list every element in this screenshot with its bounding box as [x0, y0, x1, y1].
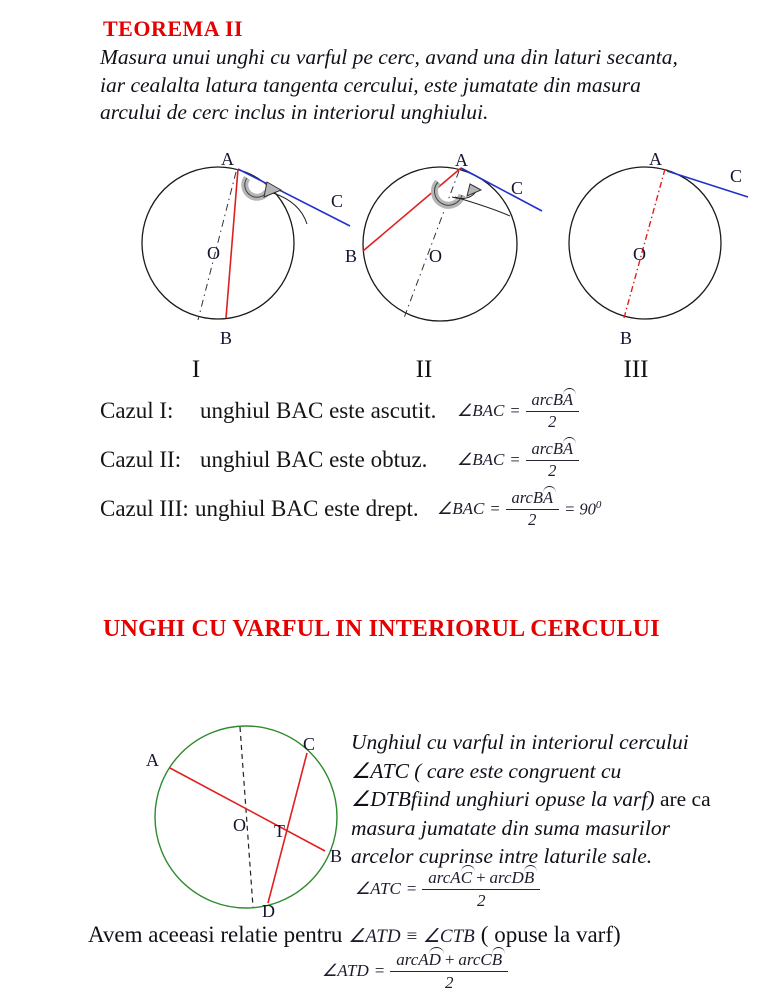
figure-numeral: III [623, 356, 649, 383]
figures-row [0, 0, 771, 385]
fraction [526, 391, 580, 431]
vertex-label-c: C [511, 178, 524, 198]
secant-ab [226, 169, 238, 318]
vertex-label-c: C [331, 191, 344, 211]
interior-angle-paragraph [351, 728, 771, 871]
formula-lhs: ∠BAC [457, 401, 505, 420]
formula-atd [322, 948, 508, 994]
equals-sign: = [489, 499, 501, 518]
vertex-label-b: B [345, 246, 358, 266]
arc-hat-letter: A [562, 390, 574, 410]
vertex-label-a: A [221, 149, 234, 169]
vertex-label-b: B [220, 328, 233, 348]
vertex-label-a: A [649, 149, 662, 169]
center-label-o: O [429, 246, 442, 266]
figure-1 [142, 149, 350, 383]
numerator: arcBA [506, 489, 560, 509]
equals-sign: = [509, 401, 521, 420]
case-formula [457, 437, 579, 483]
equals-sign: = [405, 879, 418, 898]
theorem-statement-line: arcului de cerc inclus in interiorul unghiului. [100, 100, 489, 124]
page-title: TEOREMA II [103, 16, 244, 41]
paragraph-line: ∠ATC ( care este congruent cu [351, 758, 622, 783]
figure-4 [0, 700, 360, 936]
formula-lhs: ∠BAC [437, 499, 485, 518]
case-label: Cazul II: [100, 447, 182, 472]
numerator: arcBA [526, 440, 580, 460]
closing-statement [88, 922, 621, 948]
formula-lhs: ∠BAC [457, 450, 505, 469]
equals-sign: = [509, 450, 521, 469]
case-formula [437, 486, 601, 532]
paragraph-line: arcelor cuprinse intre laturile sale. [351, 844, 653, 869]
vertex-label-b: B [620, 328, 633, 348]
case-1-row [100, 388, 720, 438]
numerator: arcAC + arcDB [422, 868, 540, 889]
superscript-zero: 0 [595, 498, 602, 511]
figure-numeral: II [415, 356, 433, 383]
fraction [526, 440, 580, 480]
figure-2 [345, 150, 542, 383]
intersection-label-t: T [274, 821, 285, 841]
section-heading: UNGHI CU VARFUL IN INTERIORUL CERCULUI [103, 616, 660, 642]
denominator: 2 [528, 509, 537, 529]
fraction [390, 950, 508, 991]
center-label-o: O [207, 243, 220, 263]
figure-3 [569, 149, 748, 383]
case-description: unghiul BAC este drept. [195, 496, 419, 521]
theorem-statement-line: Masura unui unghi cu varful pe cerc, avand una din laturi secanta, [100, 45, 678, 69]
formula-lhs: ∠ATC [355, 879, 401, 898]
arc-hat-letter: D [428, 950, 441, 970]
center-label-o: O [633, 244, 646, 264]
case-3-row [100, 486, 720, 536]
arc-hat-letter: A [542, 488, 554, 508]
vertex-label-d: D [262, 901, 275, 921]
arc-hat-letter: B [491, 950, 503, 970]
case-description: unghiul BAC este obtuz. [200, 447, 428, 472]
formula-atc [355, 866, 540, 912]
plus-sign: + [443, 950, 456, 970]
vertex-label-c: C [303, 734, 316, 754]
paragraph-line: Unghiul cu varful in interiorul cercului [351, 730, 689, 754]
angle-congruence: ∠ATD ≡ ∠CTB [348, 926, 475, 947]
fraction [506, 489, 560, 529]
paragraph-line: masura jumatate din suma masurilor [351, 815, 670, 840]
denominator: 2 [548, 411, 557, 431]
equals-sign: = [373, 961, 386, 980]
case-description: unghiul BAC este ascutit. [200, 398, 437, 423]
closing-parenthetical: ( opuse la varf) [480, 922, 621, 947]
center-label-o: O [233, 815, 246, 835]
secant-ab [363, 168, 461, 251]
arc-hat-letter: C [460, 868, 473, 888]
vertex-label-b: B [330, 846, 343, 866]
denominator: 2 [548, 460, 557, 480]
denominator: 2 [477, 890, 486, 910]
formula-result: = $90^0$ [564, 498, 602, 519]
numerator: arcAD + arcCB [390, 950, 508, 971]
formula-lhs: ∠ATD [322, 961, 369, 980]
case-2-row [100, 437, 720, 487]
circle-outline [363, 167, 517, 321]
arc-hat-letter: A [562, 439, 574, 459]
vertex-label-c: C [730, 166, 743, 186]
angle-arrow-tail [455, 197, 510, 216]
paragraph-line: ∠DTBfiind unghiuri opuse la varf) are ca [351, 787, 711, 812]
vertex-label-a: A [146, 750, 159, 770]
case-label: Cazul III: [100, 496, 189, 521]
theorem-statement-line: iar cealalta latura tangenta cercului, este jumatate din masura [100, 72, 641, 97]
arc-hat-letter: B [523, 868, 535, 888]
figure-numeral: I [191, 356, 201, 383]
numerator: arcBA [526, 391, 580, 411]
case-label: Cazul I: [100, 398, 174, 423]
plus-sign: + [475, 868, 487, 888]
case-formula [457, 388, 579, 434]
angle-arrow-marker [245, 178, 267, 197]
vertex-label-a: A [455, 150, 468, 170]
fraction [422, 868, 540, 909]
denominator: 2 [444, 972, 454, 992]
closing-text: Avem aceeasi relatie pentru [88, 922, 343, 947]
